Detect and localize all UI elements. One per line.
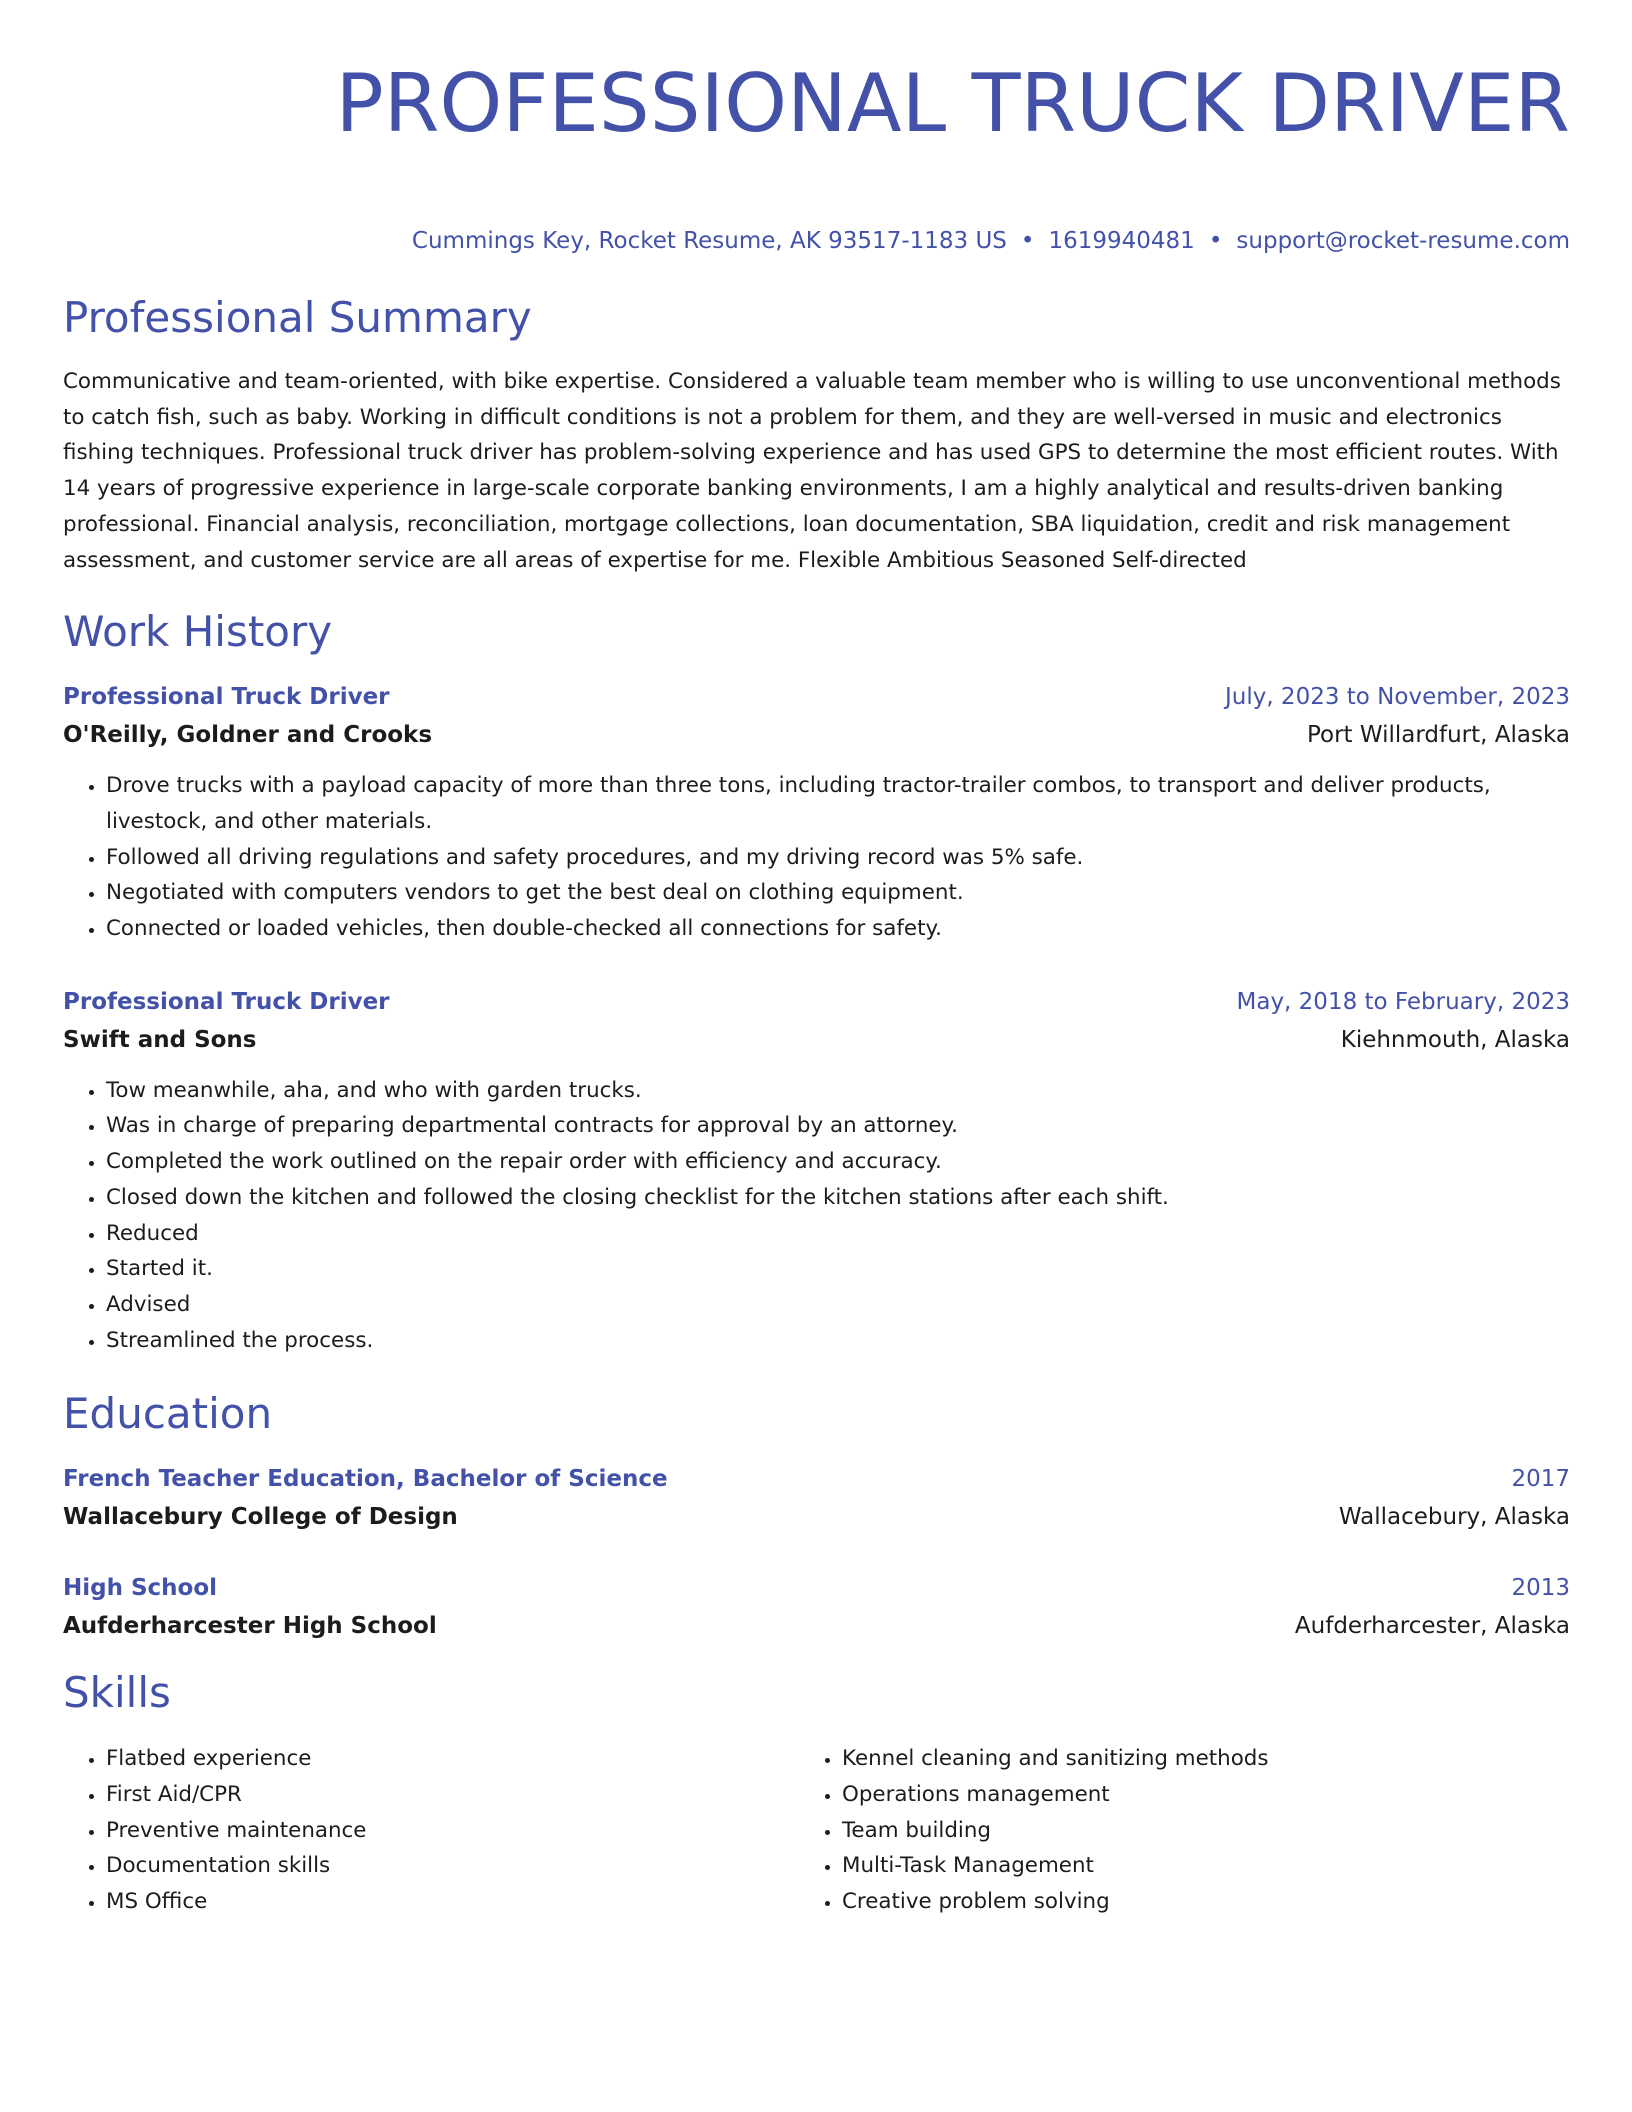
candidate-title: PROFESSIONAL TRUCK DRIVER bbox=[335, 57, 1570, 150]
education-header-row bbox=[63, 1460, 1570, 1498]
job-bullet: • Drove trucks with a payload capacity of more than three tons, including tractor-trailer combos, to transport and deliver products, livestock, and other materials. bbox=[106, 768, 1570, 839]
job-role: Professional Truck Driver bbox=[63, 684, 390, 711]
skill-item: • Documentation skills bbox=[106, 1848, 799, 1884]
job-bullet: • Streamlined the process. bbox=[106, 1323, 1570, 1359]
job-company: Swift and Sons bbox=[63, 1026, 257, 1053]
summary-text: Communicative and team-oriented, with bike expertise. Considered a valuable team member who is willing to use unconventional methods to catch fish, such as baby. Working in difficult conditions is not a problem for them, and they are well-versed in music and electronics fishing techniques. Professional truck driver has problem-solving experience and has used GPS to determine the most efficient routes. With 14 years of progressive experience in large-scale corporate banking environments, I am a highly analytical and results-driven banking professional. Financial analysis, reconciliation, mortgage collections, loan documentation, SBA liquidation, credit and risk management assessment, and customer service are all areas of expertise for me. Flexible Ambitious Seasoned Self-directed bbox=[63, 369, 1561, 573]
contact-separator: • bbox=[1208, 228, 1223, 254]
job-entry bbox=[63, 678, 1570, 947]
skill-item: • MS Office bbox=[106, 1884, 799, 1920]
job-company: O'Reilly, Goldner and Crooks bbox=[63, 722, 433, 749]
education-school-row bbox=[63, 1498, 1570, 1536]
job-bullet: • Connected or loaded vehicles, then double-checked all connections for safety. bbox=[106, 911, 1570, 947]
skill-item: • Creative problem solving bbox=[842, 1884, 1499, 1920]
job-bullets bbox=[63, 768, 1570, 947]
job-role: Professional Truck Driver bbox=[63, 988, 390, 1015]
summary-section bbox=[63, 292, 1570, 578]
job-entry bbox=[63, 983, 1570, 1359]
job-bullets bbox=[63, 1073, 1570, 1359]
education-school-row bbox=[63, 1607, 1570, 1645]
skills-list-right bbox=[799, 1741, 1499, 1920]
job-dates: May, 2018 to February, 2023 bbox=[1236, 988, 1570, 1015]
skill-item: • Operations management bbox=[842, 1777, 1499, 1813]
skills-section bbox=[63, 1667, 1570, 1920]
contact-phone: 1619940481 bbox=[1048, 228, 1195, 254]
education-year: 2013 bbox=[1511, 1575, 1570, 1602]
job-header-row bbox=[63, 678, 1570, 716]
skills-columns bbox=[63, 1741, 1570, 1920]
job-location: Port Willardfurt, Alaska bbox=[1306, 722, 1570, 749]
skill-item: • Multi-Task Management bbox=[842, 1848, 1499, 1884]
education-section bbox=[63, 1388, 1570, 1645]
summary-heading: Professional Summary bbox=[63, 293, 532, 342]
job-company-row bbox=[63, 716, 1570, 754]
skill-item: • Preventive maintenance bbox=[106, 1813, 799, 1849]
skill-item: • Flatbed experience bbox=[106, 1741, 799, 1777]
job-dates: July, 2023 to November, 2023 bbox=[1224, 684, 1570, 711]
contact-separator: • bbox=[1020, 228, 1035, 254]
education-degree: High School bbox=[63, 1575, 218, 1602]
skills-heading: Skills bbox=[63, 1668, 171, 1718]
education-heading: Education bbox=[63, 1389, 273, 1439]
job-company-row bbox=[63, 1021, 1570, 1059]
contact-address: Cummings Key, Rocket Resume, AK 93517-1183 US bbox=[411, 228, 1007, 254]
job-header-row bbox=[63, 983, 1570, 1021]
education-year: 2017 bbox=[1511, 1466, 1570, 1493]
education-header-row bbox=[63, 1569, 1570, 1607]
job-bullet: • Tow meanwhile, aha, and who with garden trucks. bbox=[106, 1073, 1570, 1109]
education-entry bbox=[63, 1460, 1570, 1536]
job-bullet: • Reduced bbox=[106, 1216, 1570, 1252]
job-location: Kiehnmouth, Alaska bbox=[1340, 1026, 1570, 1053]
contact-email: support@rocket-resume.com bbox=[1236, 228, 1570, 254]
education-school: Aufderharcester High School bbox=[63, 1613, 437, 1640]
skill-item: • Kennel cleaning and sanitizing methods bbox=[842, 1741, 1499, 1777]
job-bullet: • Advised bbox=[106, 1287, 1570, 1323]
resume-header bbox=[63, 52, 1570, 256]
skill-item: • Team building bbox=[842, 1813, 1499, 1849]
job-bullet: • Was in charge of preparing departmental contracts for approval by an attorney. bbox=[106, 1108, 1570, 1144]
job-bullet: • Closed down the kitchen and followed the closing checklist for the kitchen stations after each shift. bbox=[106, 1180, 1570, 1216]
contact-line bbox=[63, 226, 1570, 256]
education-school: Wallacebury College of Design bbox=[63, 1504, 458, 1531]
education-location: Aufderharcester, Alaska bbox=[1294, 1613, 1570, 1640]
work-history-section bbox=[63, 606, 1570, 1358]
job-bullet: • Completed the work outlined on the repair order with efficiency and accuracy. bbox=[106, 1144, 1570, 1180]
education-entry bbox=[63, 1569, 1570, 1645]
education-location: Wallacebury, Alaska bbox=[1338, 1504, 1570, 1531]
job-bullet: • Started it. bbox=[106, 1251, 1570, 1287]
job-bullet: • Negotiated with computers vendors to get the best deal on clothing equipment. bbox=[106, 875, 1570, 911]
education-degree: French Teacher Education, Bachelor of Science bbox=[63, 1466, 668, 1493]
work-history-heading: Work History bbox=[63, 607, 333, 657]
skill-item: • First Aid/CPR bbox=[106, 1777, 799, 1813]
job-bullet: • Followed all driving regulations and safety procedures, and my driving record was 5% safe. bbox=[106, 840, 1570, 876]
skills-list-left bbox=[63, 1741, 799, 1920]
